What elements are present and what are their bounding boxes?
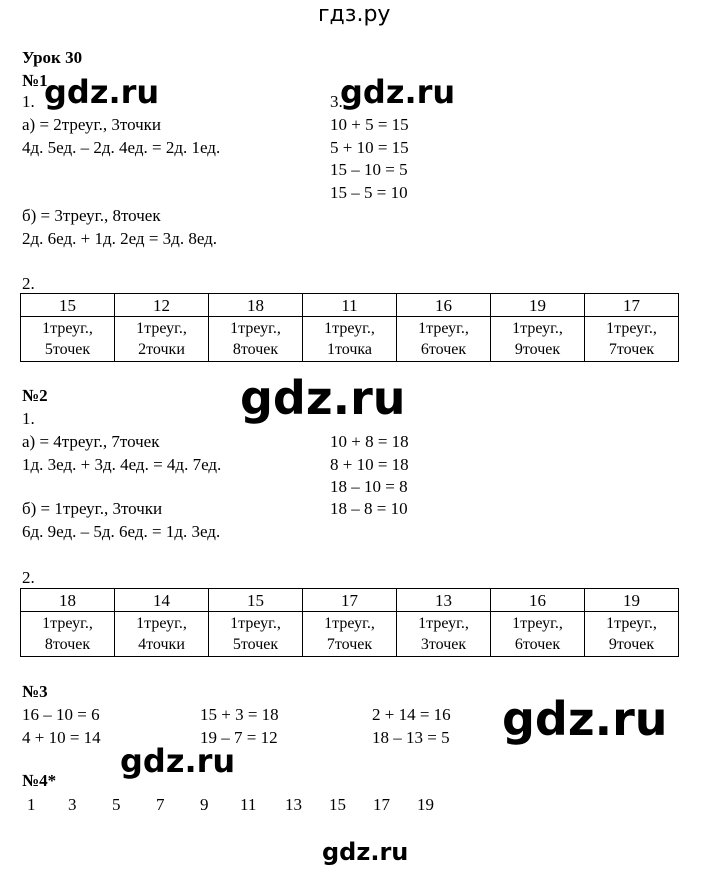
cell-line-2: 4точки xyxy=(138,636,185,653)
ex4-number: 5 xyxy=(112,795,121,814)
ex3-equation: 16 – 10 = 6 xyxy=(22,705,100,724)
ex4-number: 13 xyxy=(285,795,302,814)
cell-line-1: 1треуг., xyxy=(324,615,375,632)
lesson-title: Урок 30 xyxy=(22,48,83,67)
ex2-b-equation: 6д. 9ед. – 5д. 6ед. = 1д. 3ед. xyxy=(22,522,221,541)
ex3-equation: 19 – 7 = 12 xyxy=(200,728,278,747)
table-cell xyxy=(21,317,115,362)
cell-line-1: 1треуг., xyxy=(606,615,657,632)
table-cell xyxy=(397,317,491,362)
ex3-equation: 2 + 14 = 16 xyxy=(372,705,451,724)
ex2-part1-label: 1. xyxy=(22,409,35,428)
ex1-a-equation: 4д. 5ед. – 2д. 4ед. = 2д. 1ед. xyxy=(22,138,221,157)
table-cell xyxy=(21,612,115,657)
table-cell xyxy=(585,612,679,657)
watermark: gdz.ru xyxy=(44,73,160,111)
ex2-part2-label: 2. xyxy=(22,568,35,587)
cell-line-2: 9точек xyxy=(514,341,561,358)
ex3-title: №3 xyxy=(22,682,48,701)
cell-line-2: 1точка xyxy=(326,341,373,358)
cell-line-1: 1треуг., xyxy=(606,320,657,337)
ex4-number: 1 xyxy=(27,795,36,814)
watermark: gdz.ru xyxy=(340,73,456,111)
ex2-right-eq: 10 + 8 = 18 xyxy=(330,432,409,451)
ex1-part1-label: 1. xyxy=(22,92,35,111)
table-cell xyxy=(303,612,397,657)
ex4-number: 3 xyxy=(68,795,77,814)
cell-line-2: 8точек xyxy=(44,636,91,653)
ex1-part3-eq: 15 – 10 = 5 xyxy=(330,160,408,179)
watermark: gdz.ru xyxy=(240,371,406,425)
table-header-row xyxy=(21,589,679,612)
ex2-table xyxy=(20,588,679,657)
table-header-cell: 17 xyxy=(585,294,679,317)
ex2-title: №2 xyxy=(22,386,48,405)
ex3-equation: 4 + 10 = 14 xyxy=(22,728,101,747)
table-cell xyxy=(491,612,585,657)
table-header-cell: 11 xyxy=(303,294,397,317)
cell-line-1: 1треуг., xyxy=(418,615,469,632)
table-header-cell: 16 xyxy=(491,589,585,612)
table-header-cell: 18 xyxy=(209,294,303,317)
ex1-title: №1 xyxy=(22,71,48,90)
cell-line-2: 7точек xyxy=(608,341,655,358)
table-header-row xyxy=(21,294,679,317)
ex4-number: 17 xyxy=(373,795,390,814)
ex3-equation: 15 + 3 = 18 xyxy=(200,705,279,724)
cell-line-1: 1треуг., xyxy=(136,615,187,632)
table-cell xyxy=(585,317,679,362)
ex2-a-equation: 1д. 3ед. + 3д. 4ед. = 4д. 7ед. xyxy=(22,455,222,474)
cell-line-1: 1треуг., xyxy=(136,320,187,337)
table-header-cell: 19 xyxy=(491,294,585,317)
cell-line-1: 1треуг., xyxy=(418,320,469,337)
table-cell xyxy=(491,317,585,362)
ex1-part2-label: 2. xyxy=(22,274,35,293)
table-header-cell: 15 xyxy=(209,589,303,612)
table-row xyxy=(21,317,679,362)
cell-line-2: 3точек xyxy=(420,636,467,653)
ex1-b-line: б) = 3треуг., 8точек xyxy=(22,206,161,225)
table-header-cell: 15 xyxy=(21,294,115,317)
ex1-b-equation: 2д. 6ед. + 1д. 2ед = 3д. 8ед. xyxy=(22,229,218,248)
cell-line-1: 1треуг., xyxy=(512,615,563,632)
ex4-number: 15 xyxy=(329,795,346,814)
table-header-cell: 19 xyxy=(585,589,679,612)
cell-line-2: 5точек xyxy=(232,636,279,653)
cell-line-2: 2точки xyxy=(138,341,185,358)
ex4-number: 7 xyxy=(156,795,165,814)
ex2-b-line: б) = 1треуг., 3точки xyxy=(22,499,163,518)
watermark: gdz.ru xyxy=(120,742,236,780)
ex1-part3-label: 3. xyxy=(330,92,343,111)
table-header-cell: 17 xyxy=(303,589,397,612)
table-cell xyxy=(209,612,303,657)
cell-line-2: 7точек xyxy=(326,636,373,653)
table-header-cell: 18 xyxy=(21,589,115,612)
ex4-number: 9 xyxy=(200,795,209,814)
table-header-cell: 14 xyxy=(115,589,209,612)
cell-line-1: 1треуг., xyxy=(324,320,375,337)
table-cell xyxy=(115,317,209,362)
table-cell xyxy=(115,612,209,657)
cell-line-2: 6точек xyxy=(420,341,467,358)
ex1-part3-eq: 10 + 5 = 15 xyxy=(330,115,409,134)
ex1-a-line: а) = 2треуг., 3точки xyxy=(22,115,162,134)
cell-line-2: 8точек xyxy=(232,341,279,358)
ex4-title: №4* xyxy=(22,771,57,790)
ex4-number: 11 xyxy=(240,795,257,814)
ex1-part3-eq: 15 – 5 = 10 xyxy=(330,183,408,202)
table-header-cell: 16 xyxy=(397,294,491,317)
ex1-table xyxy=(20,293,679,362)
table-header-cell: 12 xyxy=(115,294,209,317)
table-row xyxy=(21,612,679,657)
cell-line-1: 1треуг., xyxy=(512,320,563,337)
cell-line-1: 1треуг., xyxy=(42,615,93,632)
table-cell xyxy=(303,317,397,362)
cell-line-1: 1треуг., xyxy=(230,615,281,632)
table-header-cell: 13 xyxy=(397,589,491,612)
ex1-part3-eq: 5 + 10 = 15 xyxy=(330,138,409,157)
ex2-right-eq: 18 – 8 = 10 xyxy=(330,499,408,518)
table-cell xyxy=(397,612,491,657)
ex2-right-eq: 18 – 10 = 8 xyxy=(330,477,408,496)
site-footer: gdz.ru xyxy=(322,838,409,866)
watermark: gdz.ru xyxy=(502,692,668,746)
site-header: гдз.ру xyxy=(318,2,391,27)
table-cell xyxy=(209,317,303,362)
ex2-right-eq: 8 + 10 = 18 xyxy=(330,455,409,474)
cell-line-1: 1треуг., xyxy=(42,320,93,337)
ex3-equation: 18 – 13 = 5 xyxy=(372,728,450,747)
cell-line-2: 9точек xyxy=(608,636,655,653)
cell-line-2: 6точек xyxy=(514,636,561,653)
cell-line-1: 1треуг., xyxy=(230,320,281,337)
ex4-number: 19 xyxy=(417,795,434,814)
cell-line-2: 5точек xyxy=(44,341,91,358)
ex2-a-line: а) = 4треуг., 7точек xyxy=(22,432,160,451)
